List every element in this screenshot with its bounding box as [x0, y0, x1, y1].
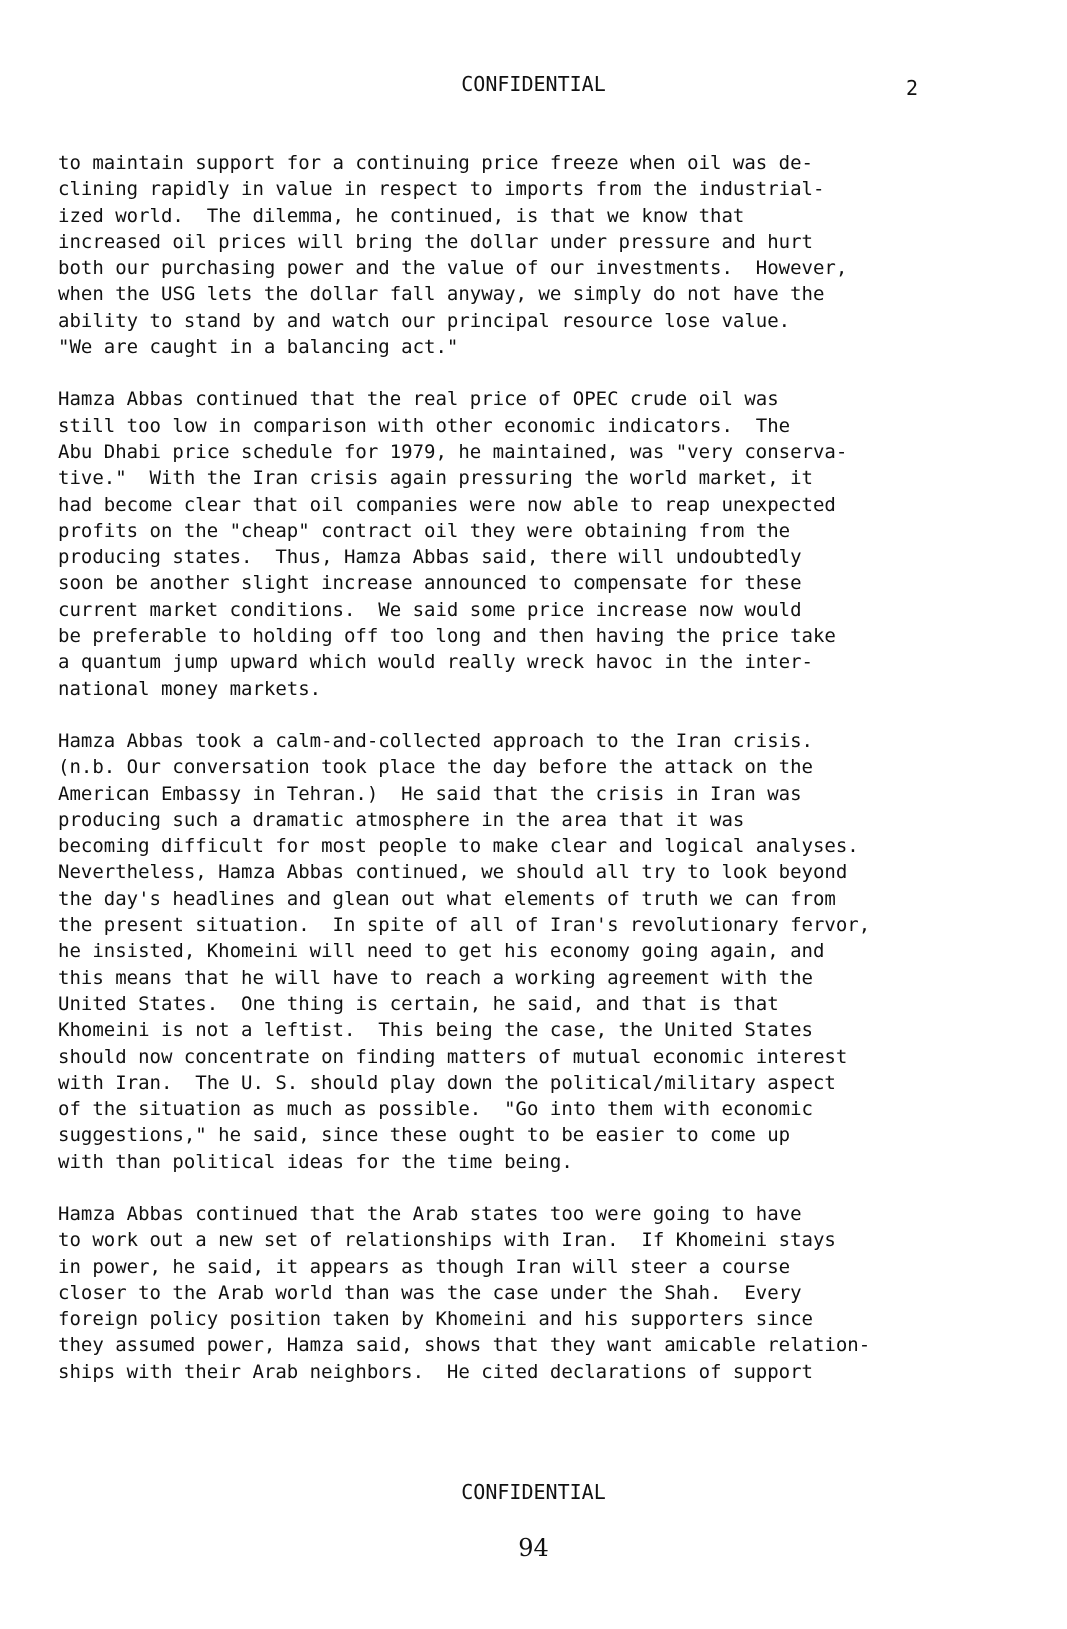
text-line: this means that he will have to reach a working agreement with the: [58, 966, 813, 989]
text-line: had become clear that oil companies were now able to reap unexpected: [58, 493, 836, 516]
text-line: to work out a new set of relationships with Iran. If Khomeini stays: [58, 1229, 836, 1252]
text-line: to maintain support for a continuing price freeze when oil was de-: [58, 152, 813, 174]
text-line: when the USG lets the dollar fall anyway, we simply do not have the: [58, 283, 825, 306]
text-line: ships with their Arab neighbors. He cited declarations of support: [58, 1360, 813, 1383]
text-line: he insisted, Khomeini will need to get his economy going again, and: [58, 940, 825, 963]
text-line: current market conditions. We said some price increase now would: [58, 598, 802, 621]
text-line: with Iran. The U. S. should play down the political/military aspect: [58, 1071, 836, 1094]
text-line: Khomeini is not a leftist. This being the case, the United States: [58, 1019, 813, 1042]
header-page-number: 2: [906, 76, 919, 100]
paragraph-1: [58, 150, 1013, 360]
text-line: they assumed power, Hamza said, shows that they want amicable relation-: [58, 1334, 871, 1357]
body-text: [58, 150, 1013, 1411]
text-line: closer to the Arab world than was the case under the Shah. Every: [58, 1281, 802, 1304]
text-line: increased oil prices will bring the dollar under pressure and hurt: [58, 230, 813, 253]
text-line: be preferable to holding off too long and then having the price take: [58, 625, 836, 648]
text-line: "We are caught in a balancing act.": [58, 336, 459, 359]
text-line: suggestions," he said, since these ought to be easier to come up: [58, 1124, 791, 1147]
text-line: the present situation. In spite of all of Iran's revolutionary fervor,: [58, 914, 871, 937]
text-line: Hamza Abbas took a calm-and-collected approach to the Iran crisis.: [58, 729, 813, 752]
text-line: foreign policy position taken by Khomeini and his supporters since: [58, 1308, 813, 1331]
text-line: American Embassy in Tehran.) He said that the crisis in Iran was: [58, 782, 802, 805]
text-line: of the situation as much as possible. "Go into them with economic: [58, 1098, 813, 1121]
text-line: Abu Dhabi price schedule for 1979, he maintained, was "very conserva-: [58, 440, 848, 463]
footer-classification: CONFIDENTIAL: [461, 1480, 606, 1504]
text-line: in power, he said, it appears as though Iran will steer a course: [58, 1255, 791, 1278]
text-line: soon be another slight increase announced to compensate for these: [58, 572, 802, 595]
text-line: United States. One thing is certain, he said, and that is that: [58, 992, 779, 1015]
text-line: profits on the "cheap" contract oil they were obtaining from the: [58, 519, 791, 542]
text-line: producing such a dramatic atmosphere in the area that it was: [58, 808, 745, 831]
paragraph-4: [58, 1201, 1013, 1385]
text-line: a quantum jump upward which would really wreck havoc in the inter-: [58, 651, 813, 674]
text-line: tive." With the Iran crisis again pressuring the world market, it: [58, 467, 813, 490]
paragraph-3: [58, 728, 1013, 1175]
text-line: both our purchasing power and the value of our investments. However,: [58, 257, 848, 280]
text-line: national money markets.: [58, 677, 322, 700]
text-line: Hamza Abbas continued that the Arab states too were going to have: [58, 1202, 802, 1225]
text-line: should now concentrate on finding matters of mutual economic interest: [58, 1045, 848, 1068]
text-line: (n.b. Our conversation took place the day before the attack on the: [58, 756, 813, 779]
text-line: clining rapidly in value in respect to imports from the industrial-: [58, 178, 825, 201]
paragraph-2: [58, 386, 1013, 702]
text-line: ized world. The dilemma, he continued, is that we know that: [58, 204, 745, 227]
text-line: producing states. Thus, Hamza Abbas said, there will undoubtedly: [58, 546, 802, 569]
text-line: with than political ideas for the time being.: [58, 1150, 573, 1173]
text-line: Nevertheless, Hamza Abbas continued, we should all try to look beyond: [58, 861, 848, 884]
text-line: ability to stand by and watch our principal resource lose value.: [58, 309, 791, 332]
text-line: becoming difficult for most people to make clear and logical analyses.: [58, 835, 859, 858]
text-line: still too low in comparison with other economic indicators. The: [58, 414, 791, 437]
text-line: the day's headlines and glean out what elements of truth we can from: [58, 887, 836, 910]
footer-page-number: 94: [518, 1534, 549, 1562]
header-classification: CONFIDENTIAL: [461, 72, 606, 96]
text-line: Hamza Abbas continued that the real price of OPEC crude oil was: [58, 388, 779, 411]
